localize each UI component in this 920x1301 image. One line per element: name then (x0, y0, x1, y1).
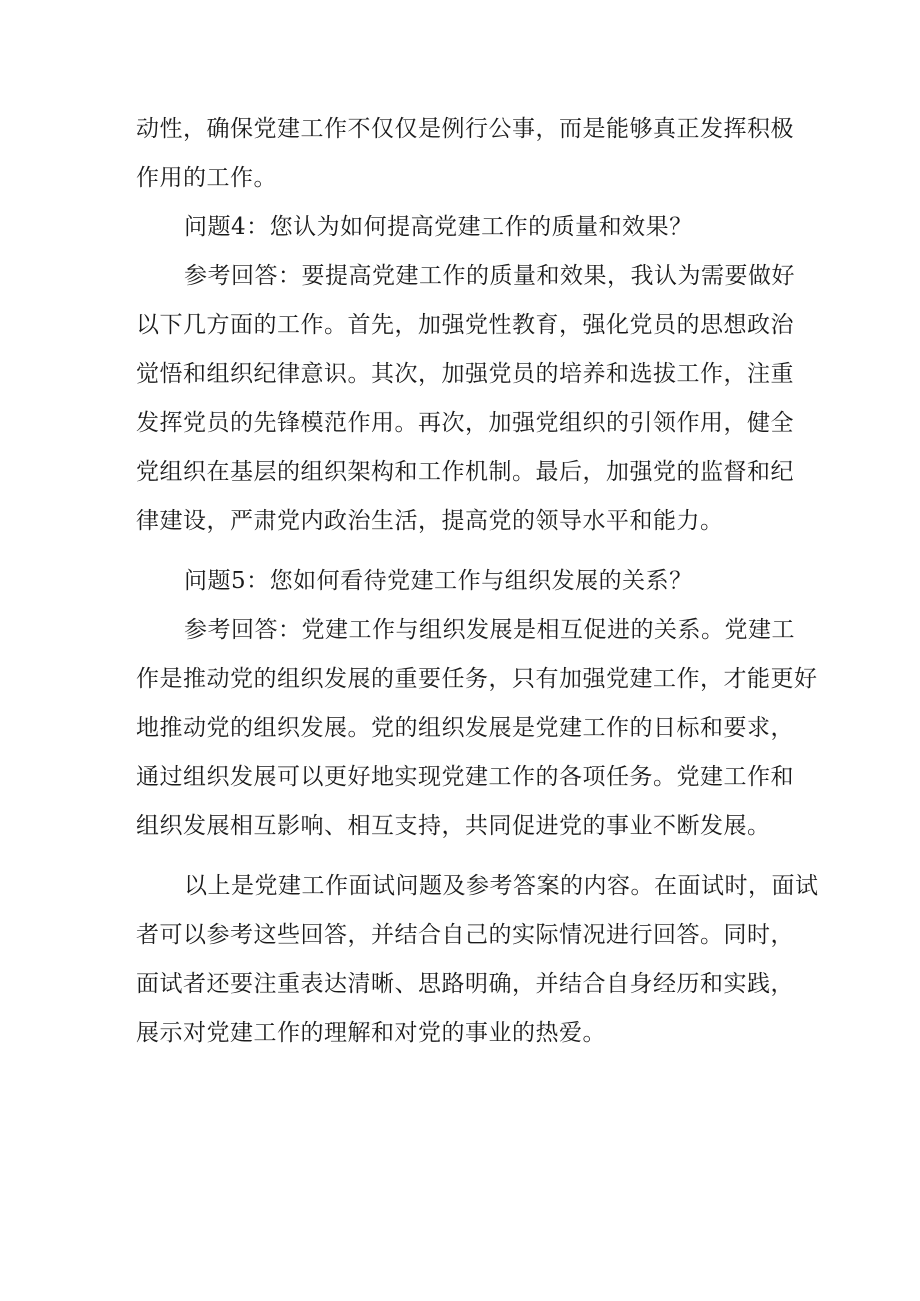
answer-5-line: 组织发展相互影响、相互支持，共同促进党的事业不断发展。 (136, 813, 771, 839)
answer-5-line: 作是推动党的组织发展的重要任务，只有加强党建工作，才能更好 (136, 666, 818, 692)
conclusion-line: 展示对党建工作的理解和对党的事业的热爱。 (136, 1020, 606, 1046)
question-5-heading: 问题5：您如何看待党建工作与组织发展的关系？ (184, 568, 693, 594)
question-4-heading: 问题4：您认为如何提高党建工作的质量和效果？ (184, 214, 693, 240)
paragraph-line: 作用的工作。 (136, 165, 277, 191)
answer-5-line: 参考回答：党建工作与组织发展是相互促进的关系。党建工 (184, 617, 795, 643)
answer-5-line: 地推动党的组织发展。党的组织发展是党建工作的日标和要求， (136, 715, 794, 741)
conclusion-line: 面试者还要注重表达清晰、思路明确，并结合自身经历和实践， (136, 971, 794, 997)
conclusion-line: 以上是党建工作面试问题及参考答案的内容。在面试时，面试 (184, 873, 819, 899)
answer-4-line: 律建设，严肃党内政治生活，提高党的领导水平和能力。 (136, 508, 724, 534)
answer-4-line: 党组织在基层的组织架构和工作机制。最后，加强党的监督和纪 (136, 459, 794, 485)
answer-4-line: 发挥党员的先锋模范作用。再次，加强党组织的引领作用，健全 (136, 410, 794, 436)
paragraph-line: 动性，确保党建工作不仅仅是例行公事，而是能够真正发挥积极 (136, 116, 794, 142)
answer-4-line: 觉悟和组织纪律意识。其次，加强党员的培养和选拔工作，注重 (136, 361, 794, 387)
answer-4-line: 以下几方面的工作。首先，加强党性教育，强化党员的思想政治 (136, 312, 794, 338)
answer-4-line: 参考回答：要提高党建工作的质量和效果，我认为需要做好 (184, 263, 795, 289)
conclusion-line: 者可以参考这些回答，并结合自己的实际情况进行回答。同时， (136, 922, 794, 948)
answer-5-line: 通过组织发展可以更好地实现党建工作的各项任务。党建工作和 (136, 764, 794, 790)
